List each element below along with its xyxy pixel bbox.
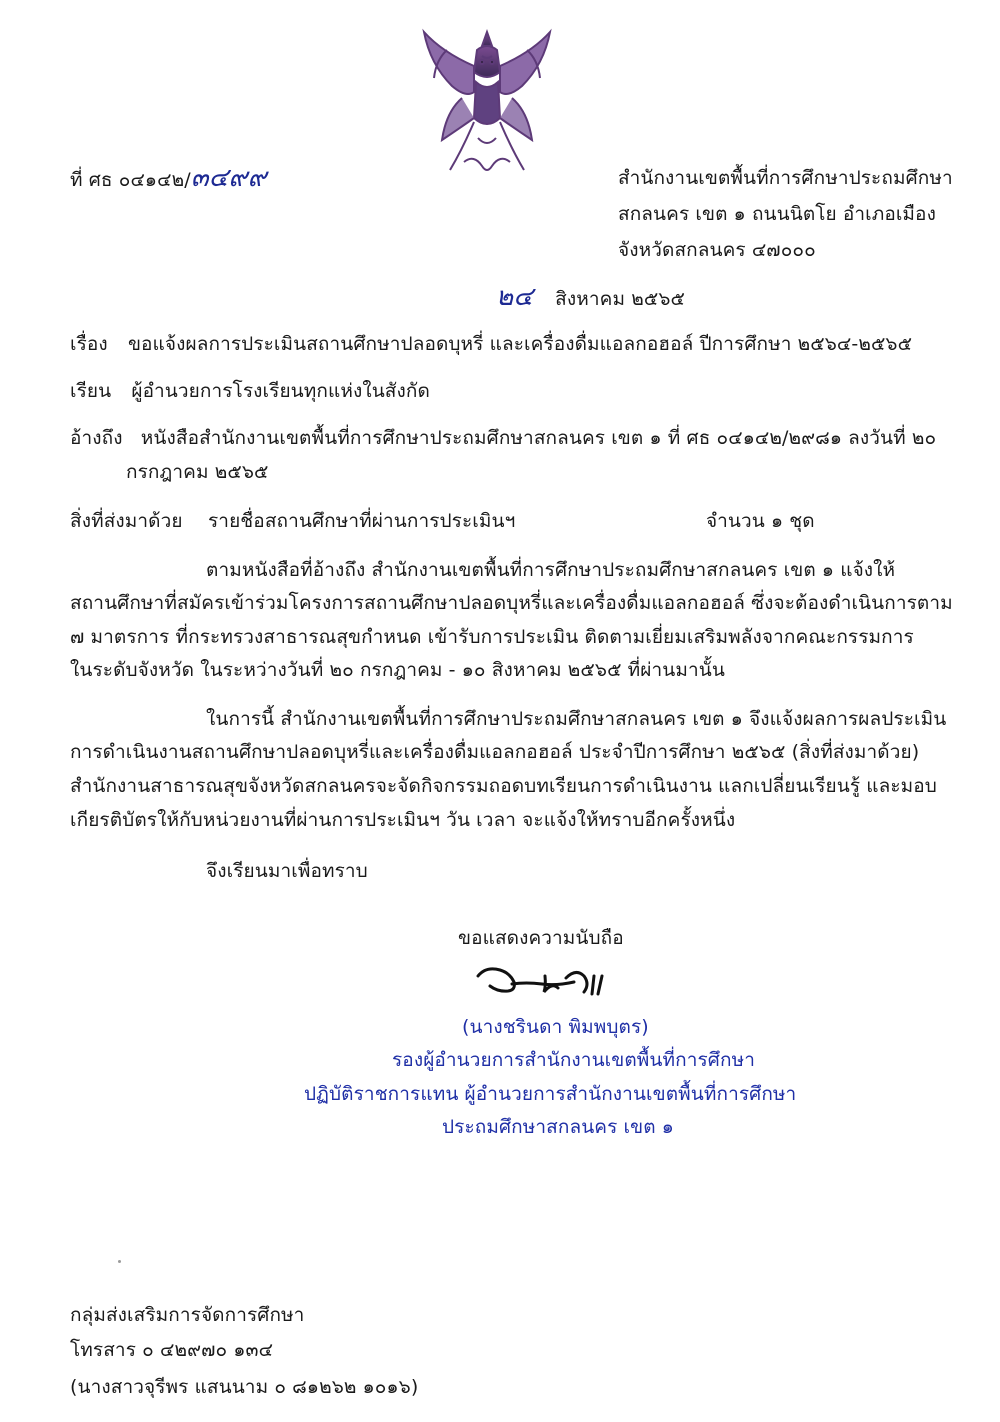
signer-position-line-3: ประถมศึกษาสกลนคร เขต ๑ xyxy=(442,1116,674,1138)
salutation: ขอแสดงความนับถือ xyxy=(458,927,624,949)
reference-text-line-2: กรกฎาคม ๒๕๖๕ xyxy=(126,461,269,483)
body-paragraph-1-line-2: สถานศึกษาที่สมัครเข้าร่วมโครงการสถานศึกษาปลอดบุหรี่และเครื่องดื่มแอลกอฮอล์ ซึ่งจะต้องดำเนินการตาม xyxy=(70,592,953,614)
date-month-year: สิงหาคม ๒๕๖๕ xyxy=(555,288,685,310)
office-address-line-2: สกลนคร เขต ๑ ถนนนิตโย อำเภอเมือง xyxy=(618,203,936,225)
document-number-handwritten: ๓๔๙๙ xyxy=(190,163,267,193)
body-paragraph-1-line-1: ตามหนังสือที่อ้างถึง สำนักงานเขตพื้นที่การศึกษาประถมศึกษาสกลนคร เขต ๑ แจ้งให้ xyxy=(206,559,896,581)
signer-name: (นางชรินดา พิมพบุตร) xyxy=(462,1016,649,1038)
subject-text: ขอแจ้งผลการประเมินสถานศึกษาปลอดบุหรี่ และเครื่องดื่มแอลกอฮอล์ ปีการศึกษา ๒๕๖๔-๒๕๖๕ xyxy=(127,333,913,355)
closing-line: จึงเรียนมาเพื่อทราบ xyxy=(206,860,368,882)
garuda-emblem-icon xyxy=(412,22,562,182)
recipient-text: ผู้อำนวยการโรงเรียนทุกแห่งในสังกัด xyxy=(131,380,430,402)
reference-label: อ้างถึง xyxy=(70,427,123,449)
footer-department: กลุ่มส่งเสริมการจัดการศึกษา xyxy=(70,1304,305,1326)
body-paragraph-1-line-4: ในระดับจังหวัด ในระหว่างวันที่ ๒๐ กรกฎาคม - ๑๐ สิงหาคม ๒๕๖๕ ที่ผ่านมานั้น xyxy=(70,659,725,681)
signer-position-line-2: ปฏิบัติราชการแทน ผู้อำนวยการสำนักงานเขตพื้นที่การศึกษา xyxy=(304,1083,797,1105)
enclosure-text: รายชื่อสถานศึกษาที่ผ่านการประเมินฯ xyxy=(208,510,516,532)
subject-label: เรื่อง xyxy=(70,333,108,355)
document-number-prefix: ที่ ศธ ๐๔๑๔๒/ xyxy=(70,169,191,191)
body-paragraph-1-line-3: ๗ มาตรการ ที่กระทรวงสาธารณสุขกำหนด เข้ารับการประเมิน ติดตามเยี่ยมเสริมพลังจากคณะกรรมการ xyxy=(70,626,914,648)
signer-position-line-1: รองผู้อำนวยการสำนักงานเขตพื้นที่การศึกษา xyxy=(392,1049,755,1071)
body-paragraph-2-line-3: สำนักงานสาธารณสุขจังหวัดสกลนครจะจัดกิจกรรมถอดบทเรียนการดำเนินงาน แลกเปลี่ยนเรียนรู้ และมอบ xyxy=(70,775,937,797)
office-address-line-3: จังหวัดสกลนคร ๔๗๐๐๐ xyxy=(618,239,816,261)
document-number xyxy=(70,164,267,194)
recipient-label: เรียน xyxy=(70,380,112,402)
reference-text-line-1: หนังสือสำนักงานเขตพื้นที่การศึกษาประถมศึกษาสกลนคร เขต ๑ ที่ ศธ ๐๔๑๔๒/๒๙๘๑ ลงวันที่ ๒๐ xyxy=(140,427,937,449)
date-day-handwritten: ๒๔ xyxy=(496,282,534,312)
enclosure-quantity: จำนวน ๑ ชุด xyxy=(706,510,815,532)
subject-row xyxy=(70,330,912,358)
body-paragraph-2-line-2: การดำเนินงานสถานศึกษาปลอดบุหรี่และเครื่องดื่มแอลกอฮอล์ ประจำปีการศึกษา ๒๕๖๕ (สิ่งที่ส่งมาด้วย) xyxy=(70,741,920,763)
footer-fax: โทรสาร ๐ ๔๒๙๗๐ ๑๓๔ xyxy=(70,1339,274,1361)
reference-row xyxy=(70,424,936,452)
handwritten-signature xyxy=(470,958,620,1000)
decorative-dot xyxy=(118,1260,121,1263)
enclosure-label: สิ่งที่ส่งมาด้วย xyxy=(70,510,183,532)
letter-date xyxy=(496,283,685,313)
recipient-row xyxy=(70,377,430,405)
body-paragraph-2-line-1: ในการนี้ สำนักงานเขตพื้นที่การศึกษาประถมศึกษาสกลนคร เขต ๑ จึงแจ้งผลการผลประเมิน xyxy=(206,708,947,730)
body-paragraph-2-line-4: เกียรติบัตรให้กับหน่วยงานที่ผ่านการประเมินฯ วัน เวลา จะแจ้งให้ทราบอีกครั้งหนึ่ง xyxy=(70,809,736,831)
footer-contact: (นางสาวจุรีพร แสนนาม ๐ ๘๑๒๖๒ ๑๐๑๖) xyxy=(70,1376,419,1398)
office-address-line-1: สำนักงานเขตพื้นที่การศึกษาประถมศึกษา xyxy=(618,167,953,189)
